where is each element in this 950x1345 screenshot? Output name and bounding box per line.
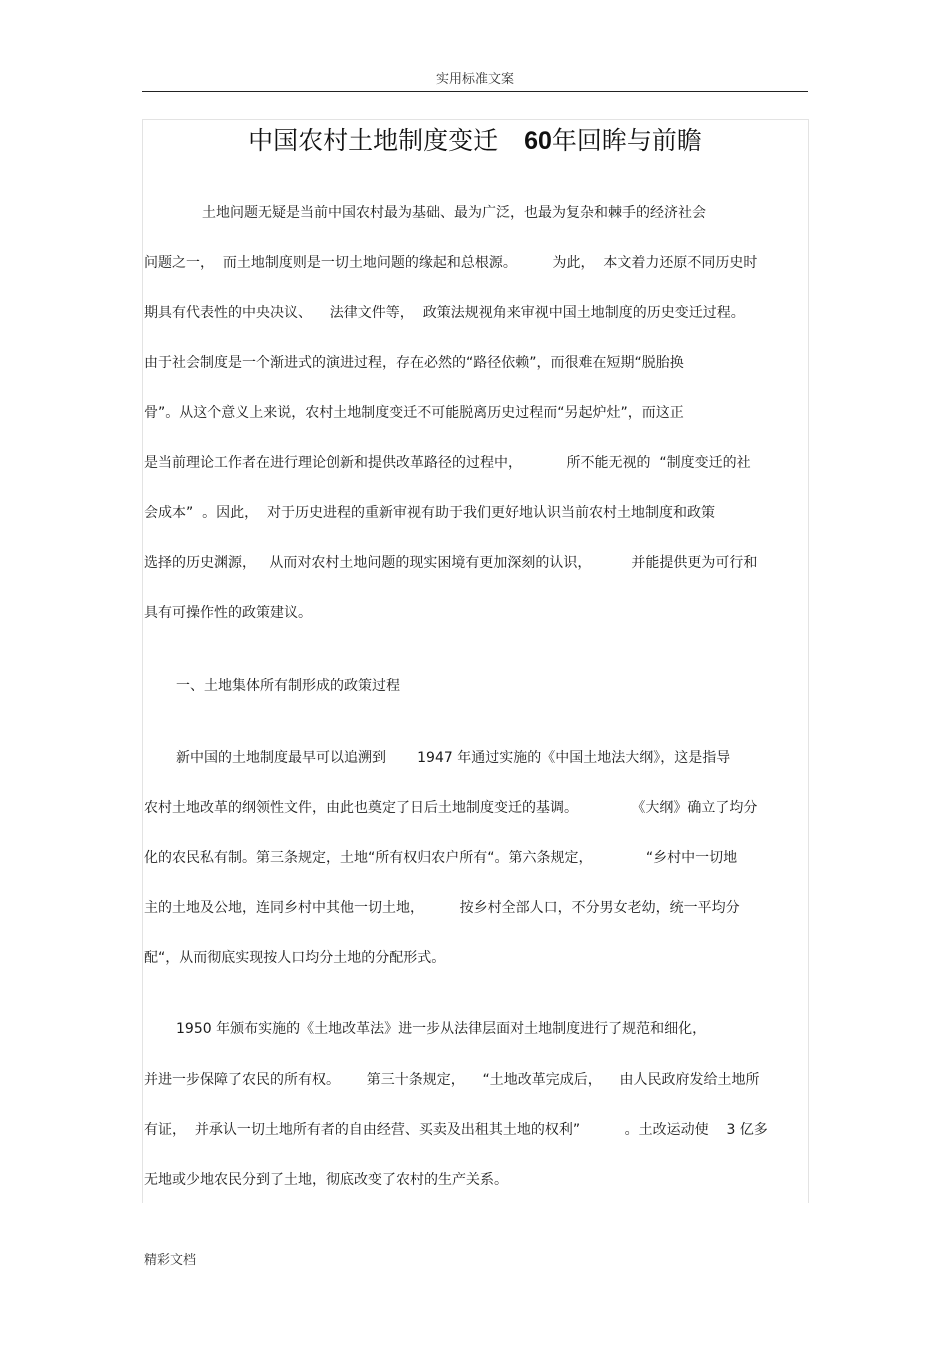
- header-divider: [142, 91, 808, 92]
- title-part1: 中国农村土地制度变迁: [248, 126, 499, 155]
- page-header: 实用标准文案: [435, 72, 514, 87]
- title-number: 60: [524, 127, 552, 155]
- text-line: 农村土地改革的纲领性文件，由此也奠定了日后土地制度变迁的基调。 《大纲》确立了均分: [144, 800, 758, 816]
- text-line: 土地问题无疑是当前中国农村最为基础、最为广泛，也最为复杂和棘手的经济社会: [202, 205, 706, 221]
- text-line: 期具有代表性的中央决议、 法律文件等， 政策法规视角来审视中国土地制度的历史变迁过程。: [144, 305, 745, 321]
- text-line: 并进一步保障了农民的所有权。 第三十条规定， “土地改革完成后， 由人民政府发给土地所: [144, 1072, 760, 1088]
- text-line: 有证， 并承认一切土地所有者的自由经营、买卖及出租其土地的权利” 。土改运动使 3 亿多: [144, 1122, 768, 1138]
- text-line: 配“，从而彻底实现按人口均分土地的分配形式。: [144, 950, 446, 966]
- text-line: 由于社会制度是一个渐进式的演进过程，存在必然的“路径依赖”，而很难在短期“脱胎换: [144, 355, 684, 371]
- text-line: 骨”。从这个意义上来说，农村土地制度变迁不可能脱离历史过程而“另起炉灶”，而这正: [144, 405, 684, 421]
- text-line: 选择的历史渊源， 从而对农村土地问题的现实困境有更加深刻的认识， 并能提供更为可行和: [144, 555, 758, 571]
- text-line: 无地或少地农民分到了土地，彻底改变了农村的生产关系。: [144, 1172, 508, 1188]
- content-frame: [142, 119, 809, 1203]
- text-line: 是当前理论工作者在进行理论创新和提供改革路径的过程中， 所不能无视的 “制度变迁的社: [144, 455, 751, 471]
- document-title: [0, 124, 950, 158]
- text-line: 主的土地及公地，连同乡村中其他一切土地， 按乡村全部人口，不分男女老幼，统一平均分: [144, 900, 740, 916]
- text-line: 问题之一， 而土地制度则是一切土地问题的缘起和总根源。 为此， 本文着力还原不同历史时: [144, 255, 758, 271]
- text-line: 化的农民私有制。第三条规定，土地“所有权归农户所有“。第六条规定， “乡村中一切地: [144, 850, 738, 866]
- text-line: 会成本” 。因此， 对于历史进程的重新审视有助于我们更好地认识当前农村土地制度和政策: [144, 505, 716, 521]
- page-footer: 精彩文档: [144, 1253, 197, 1268]
- text-line: 具有可操作性的政策建议。: [144, 605, 312, 621]
- section-heading: 一、土地集体所有制形成的政策过程: [176, 678, 400, 694]
- text-line: 新中国的土地制度最早可以追溯到 1947 年通过实施的《中国土地法大纲》，这是指导: [176, 750, 731, 766]
- title-part2: 年回眸与前瞻: [551, 126, 702, 155]
- text-line: 1950 年颁布实施的《土地改革法》进一步从法律层面对土地制度进行了规范和细化，: [176, 1021, 707, 1037]
